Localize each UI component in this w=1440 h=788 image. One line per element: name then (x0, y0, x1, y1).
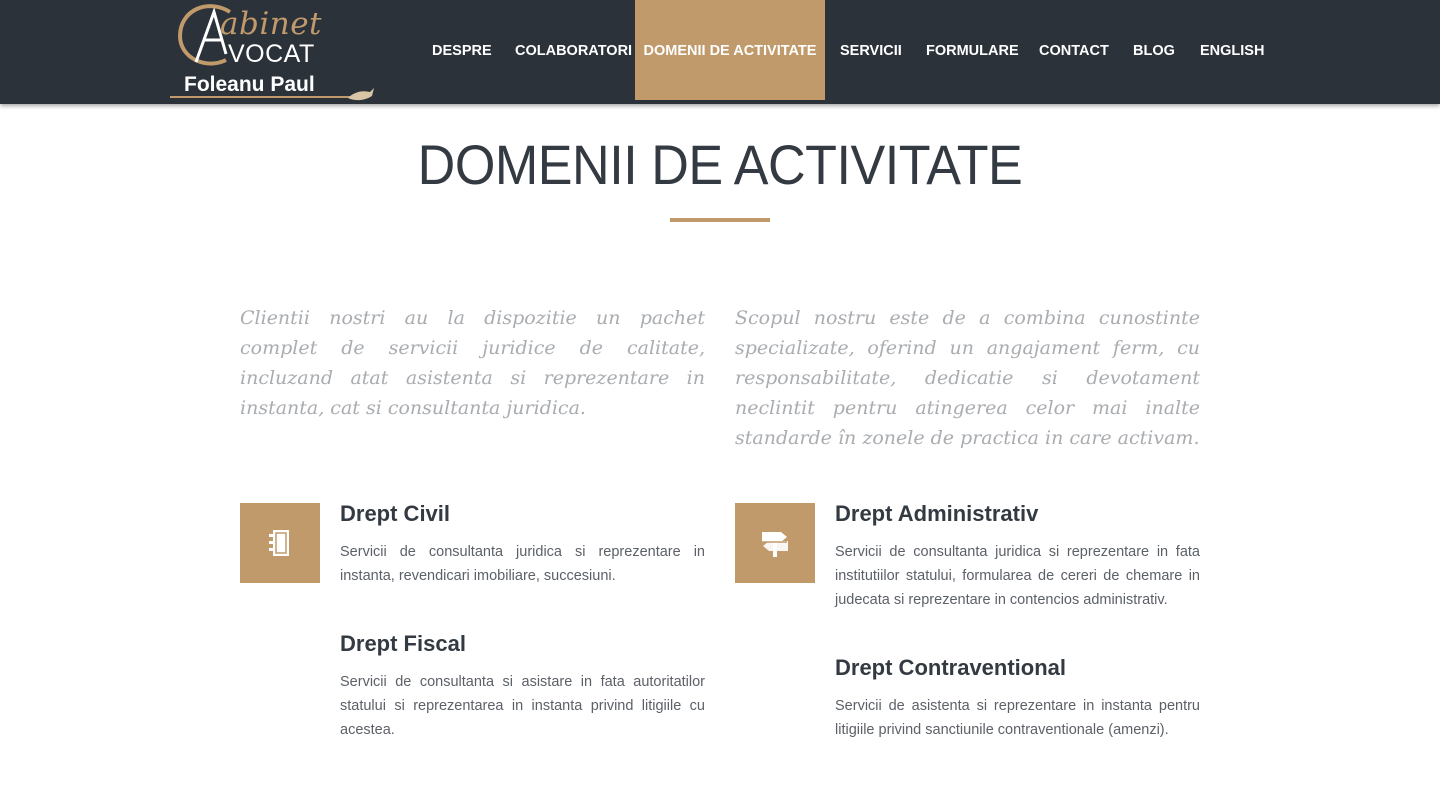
service-title-drept-fiscal: Drept Fiscal (340, 631, 466, 656)
nav-item-colaboratori[interactable]: COLABORATORI (515, 43, 633, 59)
service-title-drept-civil: Drept Civil (340, 501, 451, 526)
service-title-drept-contraventional: Drept Contraventional (835, 655, 1067, 680)
intro-left-text: Clientii nostri au la dispozitie un pachet complet de servicii juridice de calitate, incluzand atat asistenta si reprezentare in instanta, cat si consultanta juridica. (240, 307, 705, 419)
title-divider (670, 218, 770, 222)
intro-right-text: Scopul nostru este de a combina cunostinte specializate, oferind un angajament ferm, cu responsabilitate, dedicatie si devotament neclintit pentru atingerea celor mai inalte standarde în zonele de practica in care activam. (735, 307, 1200, 449)
top-navigation-bar (0, 0, 1440, 104)
service-desc-drept-fiscal: Servicii de consultanta si asistare in fata autoritatilor statului si reprezentarea in instanta privind litigiile cu acestea. (340, 674, 705, 738)
nav-item-blog[interactable]: BLOG (1133, 43, 1175, 59)
notebook-icon (264, 527, 296, 559)
nav-item-contact[interactable]: CONTACT (1039, 43, 1109, 59)
nav-item-domenii-de-activitate[interactable]: DOMENII DE ACTIVITATE (635, 0, 825, 100)
quill-hand-icon (346, 84, 376, 104)
signpost-icon (759, 527, 791, 559)
nav-item-servicii[interactable]: SERVICII (840, 43, 902, 59)
logo-avocat-text: VOCAT (228, 40, 315, 68)
nav-item-english[interactable]: ENGLISH (1200, 43, 1265, 59)
logo-name-text: Foleanu Paul (184, 73, 315, 96)
nav-item-despre[interactable]: DESPRE (432, 43, 492, 59)
logo-underline (170, 96, 350, 98)
service-desc-drept-contraventional: Servicii de asistenta si reprezentare in instanta pentru litigiile privind sanctiunile contraventionale (amenzi). (835, 698, 1200, 738)
nav-item-formulare[interactable]: FORMULARE (926, 43, 1019, 59)
service-desc-drept-administrativ: Servicii de consultanta juridica si reprezentare in fata institutiilor statului, formularea de cereri de chemare in judecata si reprezentare in contencios administrativ. (835, 544, 1200, 608)
drept-administrativ-icon-box (735, 503, 815, 583)
site-logo[interactable] (168, 0, 378, 104)
logo-script-text: abinet (220, 6, 323, 42)
service-title-drept-administrativ: Drept Administrativ (835, 501, 1039, 526)
service-desc-drept-civil: Servicii de consultanta juridica si reprezentare in instanta, revendicari imobiliare, succesiuni. (340, 544, 705, 584)
page-title: DOMENII DE ACTIVITATE (417, 133, 1023, 196)
drept-civil-icon-box (240, 503, 320, 583)
